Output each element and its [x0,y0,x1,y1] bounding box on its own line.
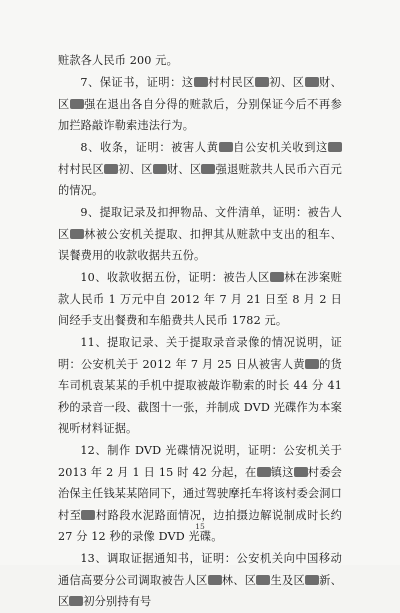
text-run: 13、调取证据通知书，证明：公安机关向中国移动通信高要分公司调取被告人区 [58,552,342,587]
text-run: 8、收条，证明：被害人黄 [80,141,219,154]
text-run: 初分别持有号 [83,595,152,608]
redaction-mark [305,359,319,369]
redaction-mark [219,142,233,152]
redaction-mark [70,99,84,109]
text-run: 11、提取记录、关于提取录音录像的情况说明，证明：公安机关于 2012 年 7 月 25 日从被害人黄 [58,336,342,371]
text-run: 村路段水泥路面情况，边拍摄边解说制成时长约 27 分 12 秒的录像 DVD 光碟。 [58,508,342,543]
redaction-mark [208,575,222,585]
text-run: 村村民区 [58,162,105,176]
page-number: 15 [195,522,205,531]
redaction-mark [104,164,118,174]
text-run: 赃款各人民币 200 元。 [58,54,178,67]
text-run: 林在涉案赃款人民币 1 万元中自 2012 年 7 月 21 日至 8 月 2 日间经手支出餐费和车船费共人民币 1782 元。 [58,271,342,327]
text-run: 12、制作 DVD 光碟情况说明，证明：公安机关于 2013 年 2 月 1 日 15 时 42 分起，在 [58,444,342,479]
text-run: 林、区 [221,573,257,587]
text-run: 林被公安机关提取、扣押其从赃款中支出的租车、误餐费用的收款收据共五份。 [58,227,342,262]
text-run: 镇这 [270,465,294,479]
text-run: 财、区 [58,76,342,111]
text-run: 自公安机关收到这 [232,141,329,154]
paragraph-p9 [58,202,342,267]
text-run: 村村民区 [207,76,255,89]
redaction-mark [69,596,83,606]
redaction-mark [81,510,95,520]
redaction-mark [294,467,308,477]
text-run: 强退赃款共人民币六百元的情况。 [58,162,343,197]
text-run: 9、提取记录及扣押物品、文件清单，证明：被告人区 [58,206,342,241]
redaction-mark [255,77,269,87]
paragraph-p7 [58,72,342,137]
text-run: 10、收款收据五份，证明：被告人区 [80,271,270,284]
text-run: 财、区 [166,162,202,176]
redaction-mark [70,229,84,239]
paragraph-p-end-prev [58,50,342,72]
redaction-mark [194,77,208,87]
paragraph-p12 [58,440,342,548]
text-run: 初、区 [118,162,153,176]
redaction-mark [201,164,215,174]
text-run: 的货车司机袁某某的手机中提取被敲诈勒索的时长 44 分 41 秒的录音一段、截图十一张，并制成 DVD 光碟作为本案视听材料证据。 [58,357,342,435]
text-run: 7、保证书，证明：这 [80,76,194,89]
paragraph-p11 [58,332,342,440]
redaction-mark [256,575,270,585]
text-run: 强在退出各自分得的赃款后，分别保证今后不再参加拦路敲诈勒索违法行为。 [58,97,342,132]
redaction-mark [153,164,167,174]
text-run: 村委会治保主任钱某某陪同下，通过驾驶摩托车将该村委会洞口村至 [58,465,343,522]
paragraph-p8 [58,137,342,202]
redaction-mark [257,467,271,477]
text-run: 初、区 [268,76,305,89]
redaction-mark [305,77,319,87]
text-run: 新、区 [58,573,343,608]
redaction-mark [328,142,342,152]
redaction-mark [270,272,284,282]
paragraph-p10 [58,267,342,332]
text-run: 生及区 [270,573,305,587]
redaction-mark [305,575,319,585]
paragraph-p13 [58,548,342,613]
